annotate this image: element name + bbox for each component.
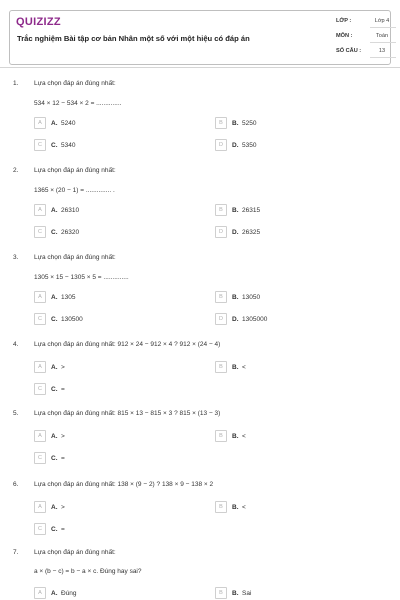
question-prompt: Lựa chọn đáp án đúng nhất: 815 × 13 − 815 × 3 ? 815 × (13 − 3) [34, 410, 221, 417]
meta-grade [336, 15, 398, 29]
question-expression: 1305 × 15 − 1305 × 5 = .............. [34, 274, 129, 281]
option-checkbox[interactable]: B [215, 361, 227, 373]
option-checkbox[interactable]: D [215, 226, 227, 238]
option-letter: A. [51, 120, 58, 127]
option-checkbox[interactable]: A [34, 587, 46, 599]
option-text: 5350 [242, 142, 257, 149]
meta-value: Toán [375, 33, 389, 39]
meta-underline [370, 42, 396, 43]
question-number: 6. [13, 481, 19, 488]
option-letter: B. [232, 433, 239, 440]
option-text: 5240 [61, 120, 76, 127]
option-checkbox[interactable]: B [215, 430, 227, 442]
option-letter: D. [232, 229, 239, 236]
worksheet-title: Trắc nghiệm Bài tập cơ bản Nhân một số với một hiệu có đáp án [17, 34, 250, 43]
option-text: 1305000 [242, 316, 268, 323]
quizizz-logo: QUIZIZZ [16, 16, 61, 28]
meta-value: Lớp 4 [374, 18, 390, 24]
option-text: 26315 [242, 207, 261, 214]
option-letter: C. [51, 316, 58, 323]
option-letter: B. [232, 504, 239, 511]
question-number: 2. [13, 167, 19, 174]
option-checkbox[interactable]: D [215, 139, 227, 151]
question-prompt: Lựa chọn đáp án đúng nhất: [34, 549, 116, 556]
question-prompt: Lựa chọn đáp án đúng nhất: 912 × 24 − 912 × 4 ? 912 × (24 − 4) [34, 341, 221, 348]
meta-label: MÔN : [336, 33, 353, 39]
option-text: Sai [242, 590, 252, 597]
meta-label: SỐ CÂU : [336, 48, 362, 54]
option-checkbox[interactable]: A [34, 430, 46, 442]
option-checkbox[interactable]: B [215, 587, 227, 599]
option-letter: A. [51, 504, 58, 511]
header-divider [0, 67, 400, 68]
option-checkbox[interactable]: C [34, 226, 46, 238]
question-expression: 534 × 12 − 534 × 2 = .............. [34, 100, 122, 107]
option-checkbox[interactable]: A [34, 117, 46, 129]
question-number: 5. [13, 410, 19, 417]
option-letter: B. [232, 294, 239, 301]
option-text: 26310 [61, 207, 80, 214]
meta-underline [370, 57, 396, 58]
question-expression: a × (b − c) = b − a × c. Đúng hay sai? [34, 568, 142, 575]
option-checkbox[interactable]: A [34, 361, 46, 373]
option-checkbox[interactable]: D [215, 313, 227, 325]
option-checkbox[interactable]: C [34, 139, 46, 151]
question-number: 1. [13, 80, 19, 87]
option-text: 26320 [61, 229, 80, 236]
question-number: 4. [13, 341, 19, 348]
option-text: = [61, 526, 65, 533]
question-number: 3. [13, 254, 19, 261]
option-letter: B. [232, 590, 239, 597]
meta-value: 13 [378, 48, 386, 54]
worksheet-header [9, 10, 391, 65]
option-text: = [61, 455, 65, 462]
option-text: < [242, 504, 246, 511]
option-text: > [61, 504, 65, 511]
option-text: = [61, 386, 65, 393]
option-letter: D. [232, 316, 239, 323]
option-letter: B. [232, 364, 239, 371]
option-checkbox[interactable]: B [215, 291, 227, 303]
option-letter: C. [51, 386, 58, 393]
option-text: 130500 [61, 316, 83, 323]
option-checkbox[interactable]: B [215, 501, 227, 513]
option-checkbox[interactable]: A [34, 204, 46, 216]
meta-subject [336, 30, 398, 44]
option-text: > [61, 433, 65, 440]
option-checkbox[interactable]: C [34, 523, 46, 535]
option-checkbox[interactable]: A [34, 501, 46, 513]
option-letter: D. [232, 142, 239, 149]
option-checkbox[interactable]: C [34, 452, 46, 464]
question-prompt: Lựa chọn đáp án đúng nhất: 138 × (9 − 2) ? 138 × 9 − 138 × 2 [34, 481, 214, 488]
meta-underline [370, 27, 396, 28]
option-letter: A. [51, 433, 58, 440]
option-text: < [242, 364, 246, 371]
meta-question-count [336, 45, 398, 59]
option-letter: B. [232, 120, 239, 127]
option-checkbox[interactable]: A [34, 291, 46, 303]
option-text: 1305 [61, 294, 76, 301]
option-checkbox[interactable]: C [34, 383, 46, 395]
option-letter: C. [51, 455, 58, 462]
option-letter: A. [51, 207, 58, 214]
question-prompt: Lựa chọn đáp án đúng nhất: [34, 254, 116, 261]
question-expression: 1365 × (20 − 1) = .............. . [34, 187, 115, 194]
question-prompt: Lựa chọn đáp án đúng nhất: [34, 167, 116, 174]
option-text: > [61, 364, 65, 371]
option-checkbox[interactable]: B [215, 204, 227, 216]
option-letter: B. [232, 207, 239, 214]
option-checkbox[interactable]: C [34, 313, 46, 325]
option-letter: A. [51, 364, 58, 371]
meta-label: LỚP : [336, 18, 352, 24]
question-number: 7. [13, 549, 19, 556]
option-text: < [242, 433, 246, 440]
option-checkbox[interactable]: B [215, 117, 227, 129]
question-prompt: Lựa chọn đáp án đúng nhất: [34, 80, 116, 87]
option-letter: A. [51, 590, 58, 597]
option-text: Đúng [61, 590, 77, 597]
option-letter: C. [51, 142, 58, 149]
option-text: 13050 [242, 294, 261, 301]
option-letter: A. [51, 294, 58, 301]
option-text: 26325 [242, 229, 261, 236]
option-letter: C. [51, 526, 58, 533]
option-text: 5340 [61, 142, 76, 149]
option-text: 5250 [242, 120, 257, 127]
option-letter: C. [51, 229, 58, 236]
